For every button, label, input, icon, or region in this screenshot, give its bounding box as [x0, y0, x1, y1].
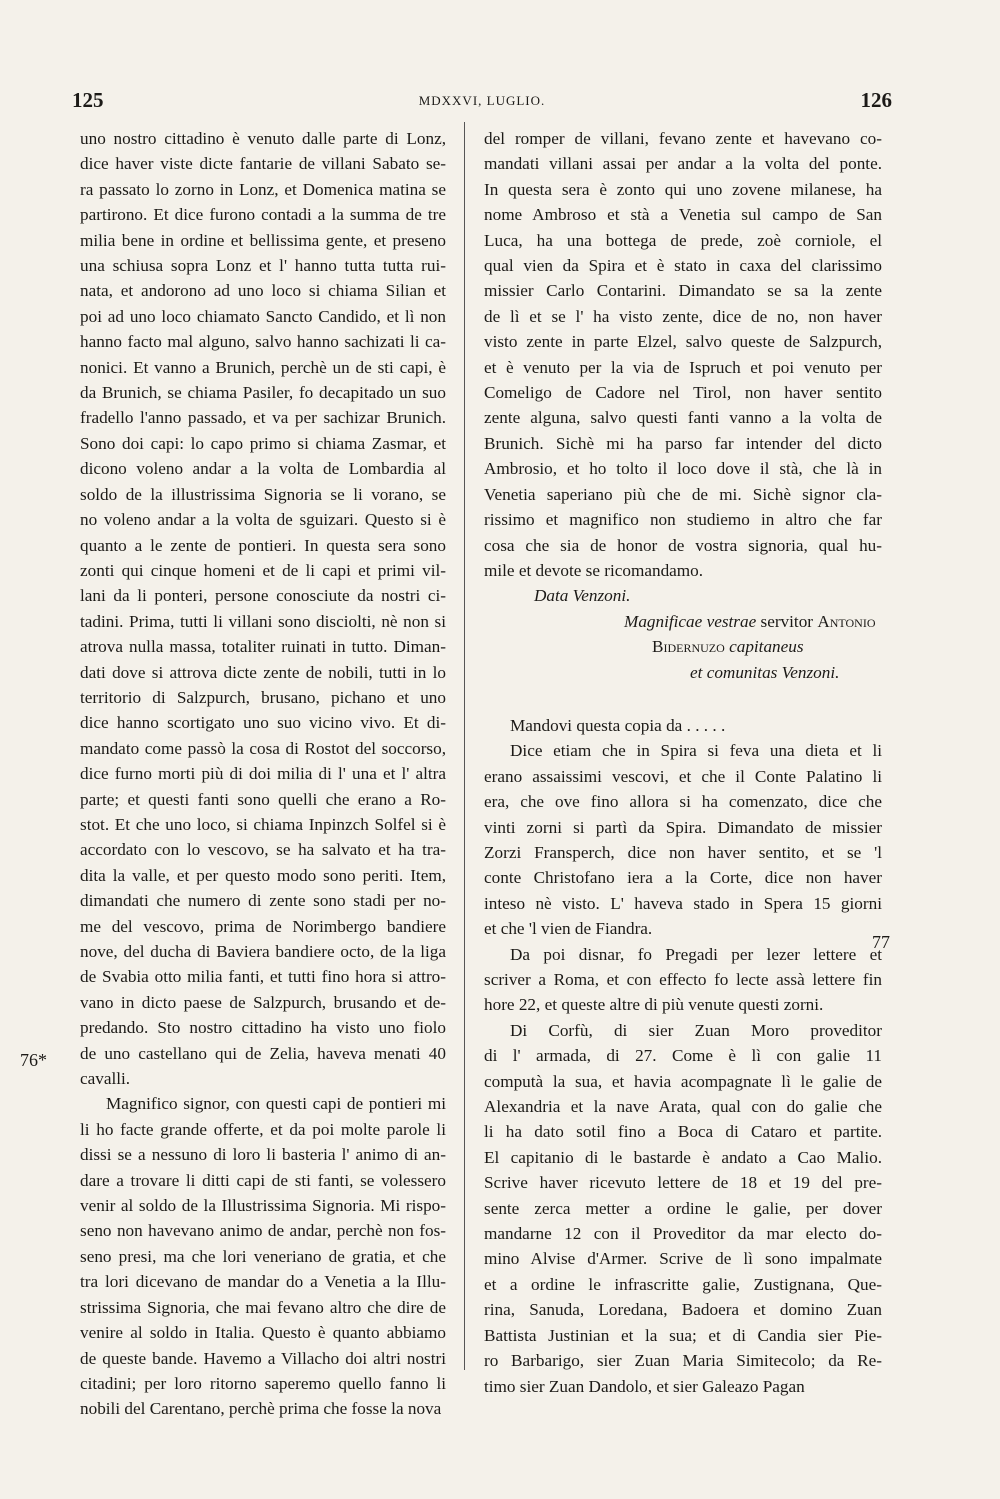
text-line: conte Christofano iera a la Corte, dice non haver — [484, 868, 882, 888]
signature-line-2: Bidernuzo capitaneus — [652, 637, 804, 657]
text-line: In questa sera è zonto qui uno zovene milanese, ha — [484, 179, 882, 199]
text-line: Zorzi Fransperch, dice non haver sentito, et se 'l — [484, 842, 882, 862]
text-line: cavalli. — [80, 1069, 131, 1089]
text-line: no voleno andar a la volta de sguizari. Questo si è — [80, 510, 446, 530]
text-line: Battista Justinian et la sua; et di Candia sier Pie- — [484, 1325, 882, 1345]
text-line: El capitanio di le bastarde è andato a Cao Malio. — [484, 1147, 882, 1167]
right-paragraph-1 — [484, 126, 882, 583]
text-line: lani da li ponteri, persone conosciute da nostri ci- — [80, 586, 446, 606]
text-line: Ambrosio, et ho tolto il loco dove il stà, che là in — [484, 459, 882, 479]
text-line: dita la valle, et per questo modo sono periti. Item, — [80, 865, 446, 885]
text-line: de Svabia otto milia fanti, et tutti fino hora si attro- — [80, 967, 446, 987]
text-line: mandati villani assai per andar a la volta del ponte. — [484, 154, 882, 174]
running-header — [72, 88, 892, 116]
text-line: atrova nulla massa, totaliter ruinati in tutto. Diman- — [80, 637, 446, 657]
text-line: qual vien da Spira et è stato in caxa del clarissimo — [484, 256, 882, 276]
text-line: de lì et se l' ha visto zente, dice de no, non haver — [484, 306, 882, 326]
text-line: missier Carlo Contarini. Dimandato se sa la zente — [484, 281, 882, 301]
text-line: dice hanno scortigato uno suo vicino vivo. Et di- — [80, 713, 446, 733]
text-line: timo sier Zuan Dandolo, et sier Galeazo Pagan — [484, 1376, 805, 1396]
signature-line-1: Magnificae vestrae servitor Antonio — [624, 611, 876, 631]
text-line: dice haver viste dicte fantarie de villani Sabato se- — [80, 154, 446, 174]
running-title: MDXXVI, LUGLIO. — [418, 93, 546, 108]
text-line: predando. Sto nostro cittadino ha visto uno fiolo — [80, 1018, 446, 1038]
text-line: computà la sua, et havia acompagnate lì le galie de — [484, 1071, 882, 1091]
text-line: ro Barbarigo, sier Zuan Maria Simitecolo; da Re- — [484, 1351, 882, 1371]
text-line: dicono voleno andar a la volta de Lombardia al — [80, 459, 446, 479]
text-line: Dice etiam che in Spira si feva una dieta et li — [510, 741, 882, 761]
right-paragraph-2 — [484, 738, 882, 941]
mandovi-line: Mandovi questa copia da . . . . . — [510, 715, 726, 735]
text-line: uno nostro cittadino è venuto dalle parte di Lonz, — [80, 129, 446, 148]
left-column — [80, 126, 446, 1422]
text-line: nonici. Et vanno a Brunich, perchè un de sti capi, è — [80, 357, 446, 377]
text-line: et che 'l vien de Fiandra. — [484, 919, 653, 939]
text-line: et è venuto per la via de Ispruch et poi venuto per — [484, 357, 882, 377]
text-line: quanto a le zente de pontieri. In questa sera sono — [80, 535, 446, 555]
text-line: visto zente in parte Elzel, salvo queste de Salzpurch, — [484, 332, 882, 352]
text-line: zente alguna, salvo questi fanti vanno a la volta de — [484, 408, 882, 428]
text-line: hanno facto mal alguno, salvo hanno sachizati li ca- — [80, 332, 446, 352]
text-line: ra passato lo zorno in Lonz, et Domenica matina se — [80, 179, 446, 199]
right-paragraph-3 — [484, 942, 882, 1018]
page-number-right: 126 — [860, 88, 892, 112]
signature-line-3: et comunitas Venzoni. — [690, 662, 840, 682]
text-line: mino Alvise d'Armer. Scrive de lì sono impalmate — [484, 1249, 882, 1269]
text-line: tadini. Prima, tutti li villani sono disciolti, nè non si — [80, 611, 446, 631]
text-line: Alexandria et la nave Arata, qual con do galie che — [484, 1097, 882, 1117]
text-line: venir al soldo de la Illustrissima Signoria. Mi rispo- — [80, 1196, 446, 1216]
text-line: scriver a Roma, et con effecto fo lecte assà lettere fin — [484, 970, 882, 989]
text-line: venire al soldo in Italia. Questo è quanto abbiamo — [80, 1323, 446, 1343]
margin-marker-left: 76* — [20, 1050, 47, 1070]
text-line: strissima Signoria, che mai fevano altro che dire de — [80, 1297, 446, 1317]
text-line: dati dove si attrova dicte zente de nobili, tutti in lo — [80, 662, 446, 682]
text-line: soldo de la illustrissima Signoria se li vorano, se — [80, 484, 446, 504]
text-line: rina, Sanuda, Loredana, Badoera et domino Zuan — [484, 1300, 882, 1320]
text-line: sente zerca metter a ordine le galie, per dover — [484, 1198, 882, 1218]
text-line: dissi se a nessuno di loro li basteria l' animo di an- — [80, 1145, 446, 1165]
text-line: accordato con lo vescovo, se ha salvato et ha tra- — [80, 840, 446, 860]
text-line: li ha dato sotil fino a Boca di Cataro et partite. — [484, 1122, 882, 1142]
text-line: me del vescovo, prima de Norimbergo bandiere — [80, 916, 446, 936]
text-line: Venetia saperiano più che de mi. Sichè signor cla- — [484, 484, 882, 504]
text-line: mandarne 12 con il Proveditor da mar electo do- — [484, 1224, 882, 1244]
text-line: territorio di Salzpurch, brusano, pichano et uno — [80, 687, 446, 707]
text-line: parte; et questi fanti sono quelli che erano a Ro- — [80, 789, 446, 809]
text-line: era, che ove fino allora si ha comenzato, dice che — [484, 792, 882, 812]
text-line: dice furno morti più di doi milia di l' una et l' altra — [80, 764, 446, 784]
page-number-left: 125 — [72, 88, 104, 112]
text-line: Brunich. Sichè mi ha parso far intender del dicto — [484, 433, 882, 453]
text-line: nobili del Carentano, perchè prima che fosse la nova — [80, 1399, 442, 1419]
text-line: erano assaissimi vescovi, et che il Conte Palatino li — [484, 766, 882, 786]
text-line: seno presi, ma che lori veneriano de gratia, et che — [80, 1246, 446, 1266]
text-line: fradello l'anno passado, et va per sachizar Brunich. — [80, 408, 446, 428]
text-line: tra lori dicevano de mandar do a Venetia a la Illu- — [80, 1272, 446, 1292]
text-line: milia bene in ordine et bellissima gente, et preseno — [80, 230, 446, 250]
text-line: nata, et andorono ad uno loco si chiama Silian et — [80, 281, 446, 301]
margin-marker-right: 77 — [872, 932, 890, 952]
text-line: Di Corfù, di sier Zuan Moro proveditor — [510, 1020, 882, 1040]
text-line: vano in dicto paese de Salzpurch, brusando et de- — [80, 992, 446, 1012]
text-line: dimandati che numero di zente sono stadi per no- — [80, 891, 446, 911]
right-paragraph-4 — [484, 1018, 882, 1399]
text-line: del romper de villani, fevano zente et havevano co- — [484, 129, 882, 148]
text-line: una schiusa sopra Lonz et l' hanno tutta tutta rui- — [80, 256, 446, 276]
text-line: et a ordine le infrascritte galie, Zustignana, Que- — [484, 1274, 882, 1294]
right-column — [484, 126, 882, 1399]
text-line: Comeligo de Cadore nel Tirol, non haver sentito — [484, 383, 882, 403]
text-line: cosa che sia de honor de vostra signoria, qual hu- — [484, 535, 882, 555]
column-divider — [464, 122, 465, 1370]
text-line: citadini; per loro ritorno saperemo quello fanno li — [80, 1373, 446, 1393]
text-line: vinti zorni si partì da Spira. Dimandato de missier — [484, 817, 882, 837]
text-line: Sono doi capi: lo capo primo si chiama Zasmar, et — [80, 433, 446, 453]
text-line: mandato come passò la cosa di Rostot del soccorso, — [80, 738, 446, 758]
text-line: nome Ambroso et stà a Venetia sul campo de San — [484, 205, 882, 225]
text-line: stot. Et che uno loco, si chiama Inpinzch Solfel si è — [80, 814, 446, 834]
text-line: rissimo et magnifico non studiemo in altro che far — [484, 510, 882, 530]
text-line: partirono. Et dice furono contadi a la summa de tre — [80, 205, 446, 225]
text-line: dare a trovare li ditti capi de sti fanti, se volessero — [80, 1170, 446, 1190]
text-line: Da poi disnar, fo Pregadi per lezer lettere et — [510, 944, 882, 964]
text-line: hore 22, et queste altre di più venute questi zorni. — [484, 995, 824, 1015]
text-line: seno non havevano animo de andar, perchè non fos- — [80, 1221, 446, 1241]
data-line: Data Venzoni. — [534, 586, 631, 606]
text-line: nove, del ducha di Baviera bandiere octo, de la liga — [80, 942, 446, 961]
text-line: da Brunich, se chiama Pasiler, fo decapitado un suo — [80, 383, 446, 403]
text-line: inteso nè visto. L' haveva stado in Spera 15 giorni — [484, 893, 882, 913]
text-line: Scrive haver ricevuto lettere de 18 et 19 del pre- — [484, 1173, 882, 1193]
text-line: poi ad uno loco chiamato Sancto Candido, et lì non — [80, 306, 446, 326]
text-line: di l' armada, di 27. Come è lì con galie 11 — [484, 1046, 882, 1066]
text-line: de uno castellano qui de Zelia, haveva menati 40 — [80, 1043, 446, 1063]
text-line: de queste bande. Havemo a Villacho doi altri nostri — [80, 1348, 446, 1368]
text-line: li ho facte grande offerte, et da poi molte parole li — [80, 1119, 446, 1139]
text-line: zonti qui cinque homeni et de li capi et primi vil- — [80, 560, 446, 580]
text-line: mile et devote se ricomandamo. — [484, 560, 704, 580]
text-line: Magnifico signor, con questi capi de pontieri mi — [106, 1094, 446, 1114]
text-line: Luca, ha una bottega de prede, zoè corniole, el — [484, 230, 882, 250]
